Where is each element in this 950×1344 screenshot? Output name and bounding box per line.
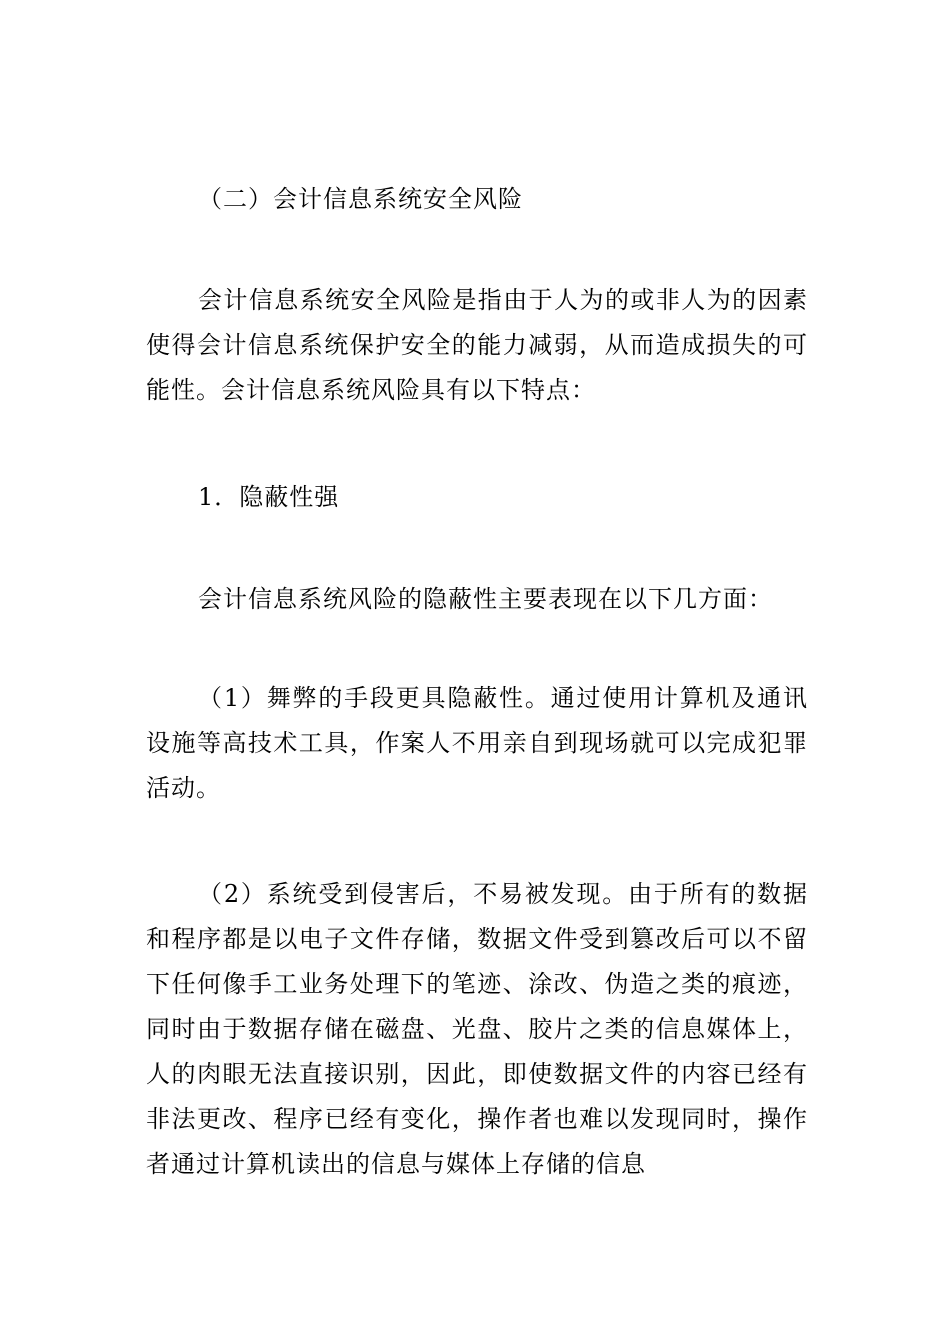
section-heading: （二）会计信息系统安全风险 [198, 185, 523, 213]
subheading-intro-paragraph: 会计信息系统风险的隐蔽性主要表现在以下几方面： [198, 585, 773, 613]
intro-paragraph: 会计信息系统安全风险是指由于人为的或非人为的因素使得会计信息系统保护安全的能力减弱，从而造成损失的可能性。会计信息系统风险具有以下特点： [146, 286, 808, 404]
subheading-hidden-nature: 1．隐蔽性强 [198, 483, 340, 511]
point-1-paragraph: （1）舞弊的手段更具隐蔽性。通过使用计算机及通讯设施等高技术工具，作案人不用亲自到现场就可以完成犯罪活动。 [146, 684, 808, 802]
point-2-paragraph: （2）系统受到侵害后，不易被发现。由于所有的数据和程序都是以电子文件存储，数据文件受到篡改后可以不留下任何像手工业务处理下的笔迹、涂改、伪造之类的痕迹，同时由于数据存储在磁盘、光盘、胶片之类的信息媒体上，人的肉眼无法直接识别，因此，即使数据文件的内容已经有非法更改、程序已经有变化，操作者也难以发现同时，操作者通过计算机读出的信息与媒体上存储的信息 [146, 880, 808, 1178]
